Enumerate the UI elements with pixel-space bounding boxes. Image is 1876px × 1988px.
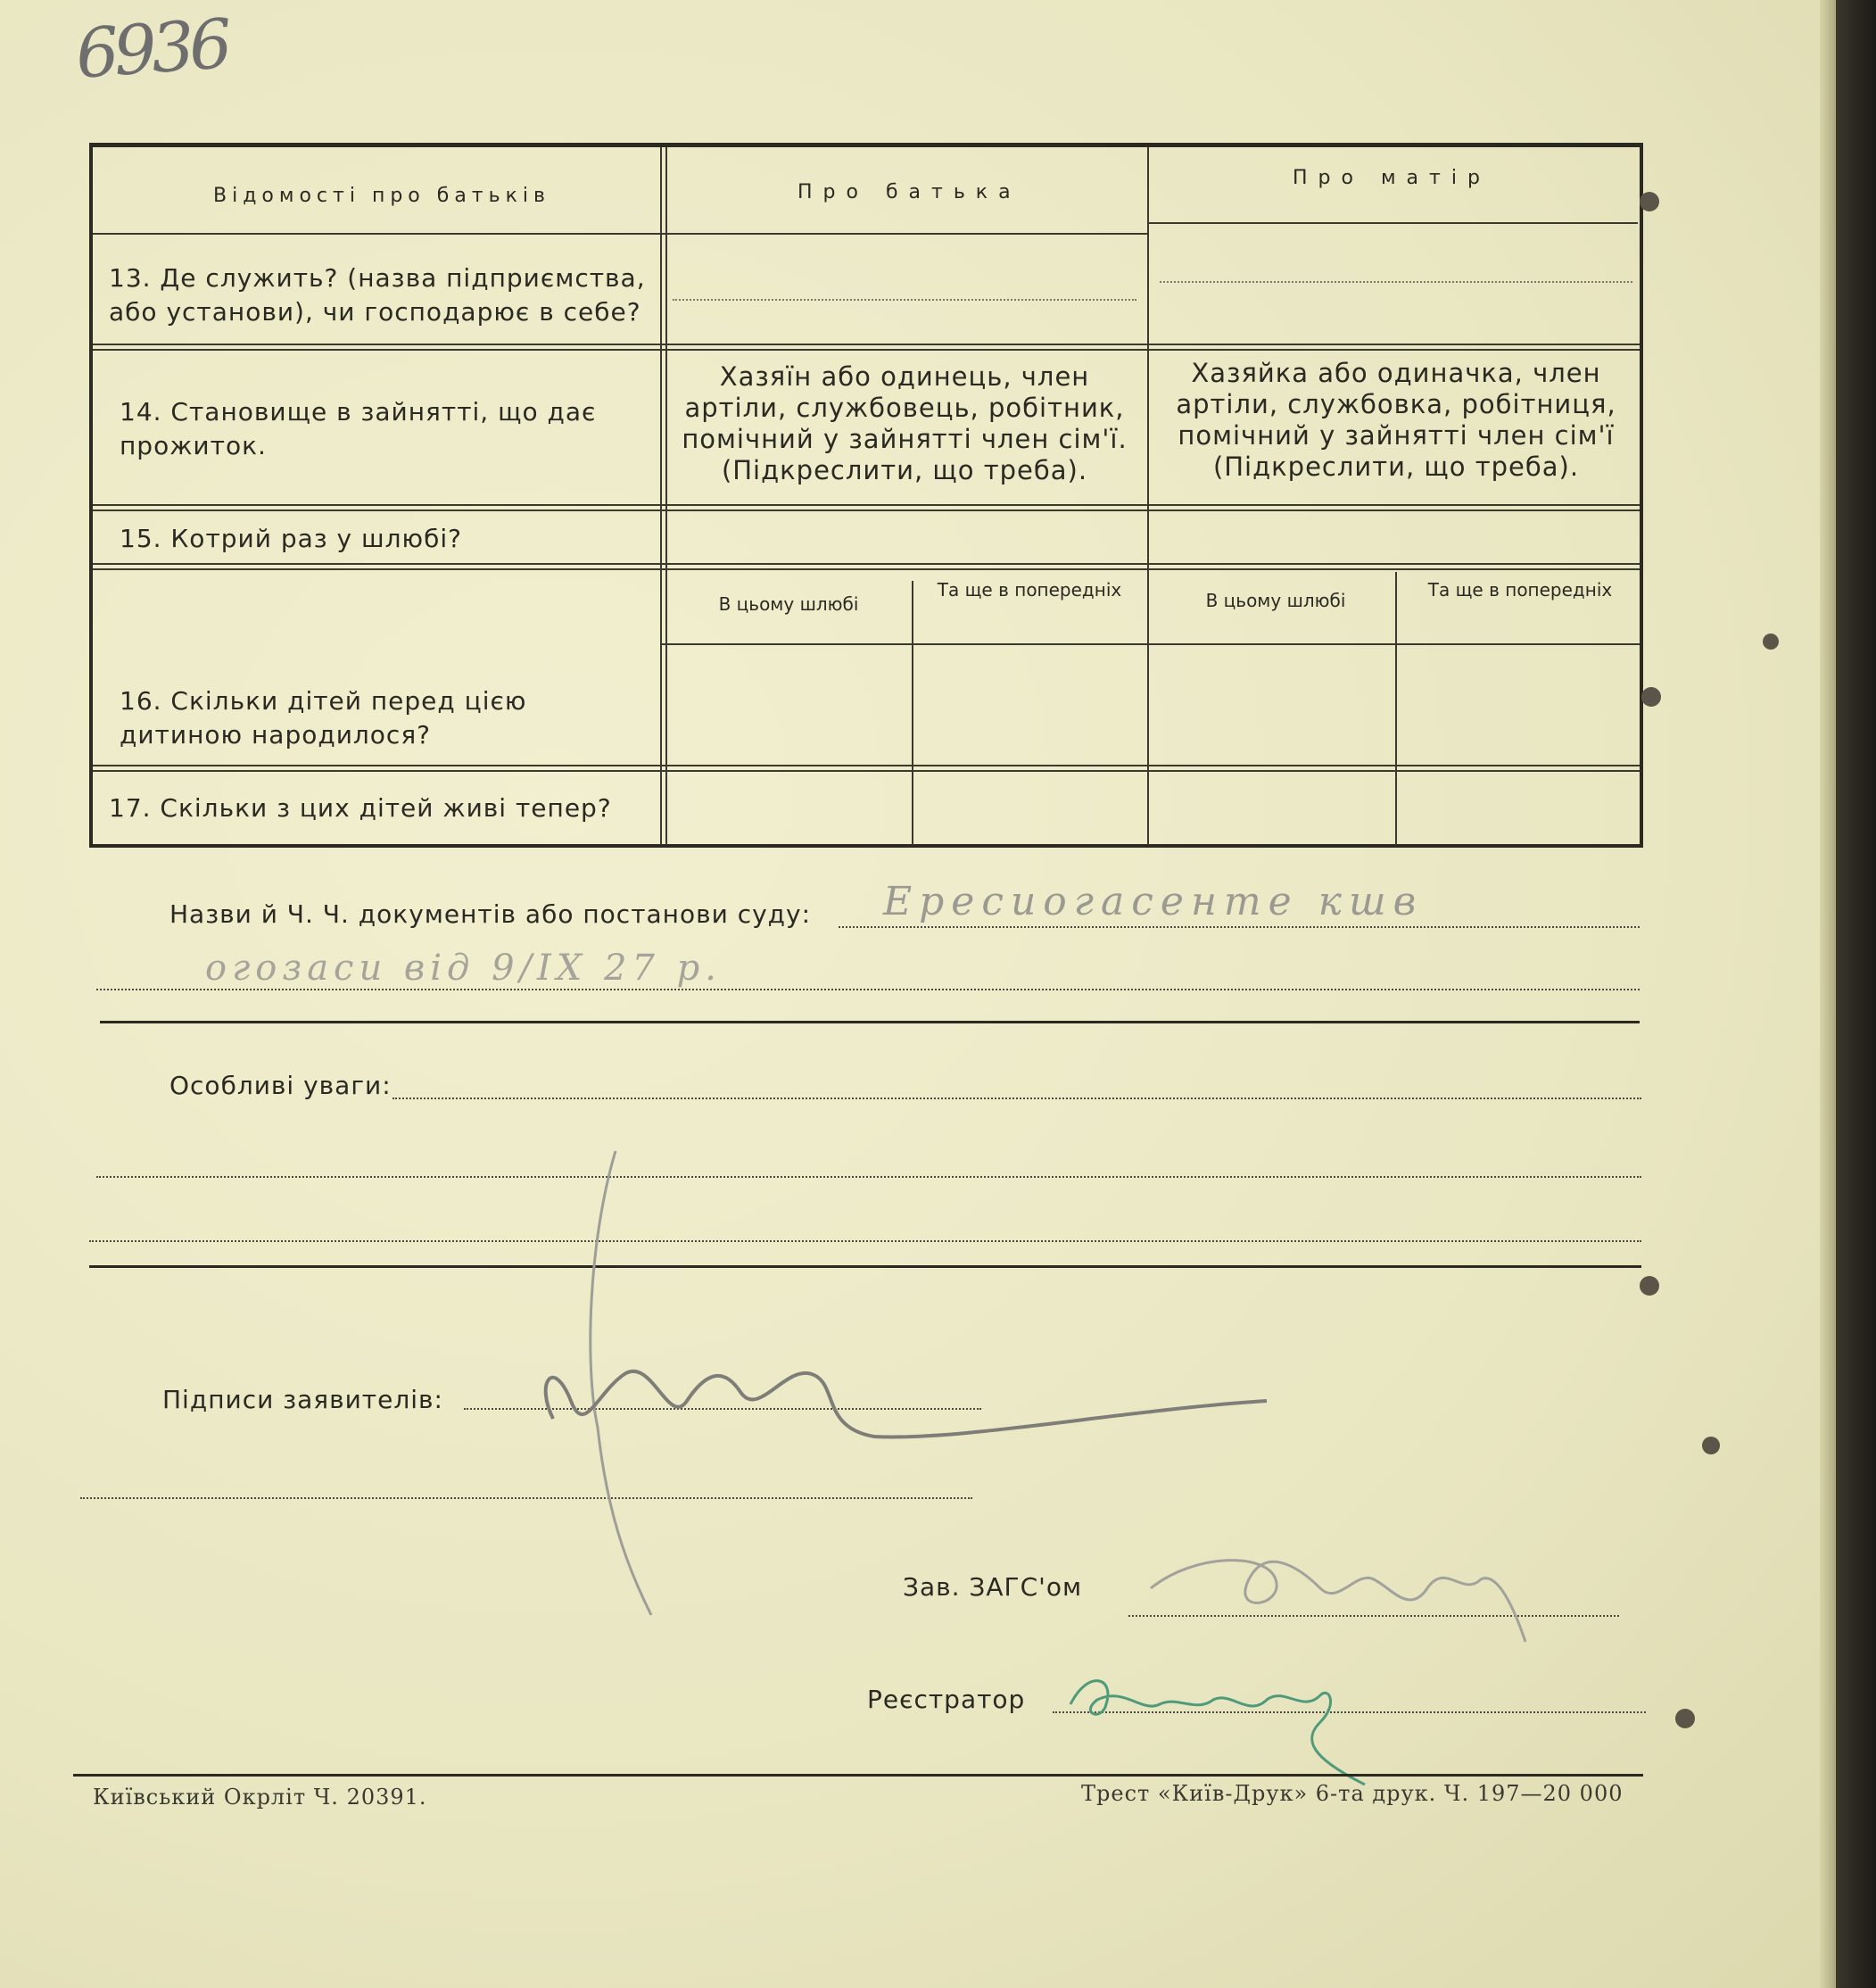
divider-mother-subhdr (1395, 572, 1397, 643)
q13-text: 13. Де служить? (назва підприємства, або установи), чи господарює в себе? (109, 263, 646, 327)
header-rule (93, 233, 1147, 235)
q13-mother-line (1160, 281, 1632, 283)
q14-mother-options: Хазяйка або одиначка, член артіли, службовка, робітниця, помічний у зайнятті член сім'ї (Підкреслити, що треба). (1176, 358, 1616, 482)
header-info: Відомості про батьків (213, 185, 550, 207)
documents-label: Назви й Ч. Ч. документів або постанови суду: (169, 899, 812, 929)
divider-mother-sub (1395, 643, 1397, 845)
q14-text: 14. Становище в зайнятті, що дає прожиток. (120, 397, 597, 460)
divider-father-subhdr (912, 581, 913, 643)
documents-separator (100, 1021, 1640, 1023)
divider-father-sub (912, 643, 913, 845)
row16-rule (93, 765, 1640, 772)
documents-line-2 (96, 989, 1640, 990)
q16-father-this: В цьому шлюбі (718, 593, 859, 615)
registrar-label: Реєстратор (867, 1685, 1026, 1714)
parents-info-table (89, 143, 1643, 848)
q16-mother-previous: Та ще в попередніх (1427, 579, 1613, 601)
row16-subhdr-rule (660, 643, 1640, 645)
q16-father-previous: Та ще в попередніх (937, 579, 1122, 601)
binding-hole (1640, 192, 1659, 211)
binding-hole (1763, 634, 1779, 650)
archive-number: 6936 (73, 4, 230, 94)
head-signature (1142, 1517, 1543, 1660)
row13-rule (93, 344, 1640, 351)
header-mother: Про матір (1293, 167, 1491, 189)
binding-hole (1675, 1709, 1695, 1728)
footer-separator (73, 1774, 1643, 1777)
registrar-signature (1053, 1651, 1374, 1793)
remarks-line-1 (393, 1098, 1641, 1099)
binding-hole (1641, 687, 1661, 707)
documents-handwriting-2: огозаси від 9/IX 27 р. (205, 948, 722, 989)
remarks-label: Особливі уваги: (169, 1071, 392, 1100)
q16-text: 16. Скільки дітей перед цією дитиною народилося? (120, 686, 527, 750)
divider-col1 (660, 147, 667, 845)
binding-hole (1702, 1437, 1720, 1454)
q15-text: 15. Котрий раз у шлюбі? (120, 524, 463, 553)
footer-right: Трест «Київ-Друк» 6-та друк. Ч. 197—20 000 (1081, 1781, 1624, 1806)
applicants-label: Підписи заявителів: (162, 1385, 443, 1414)
documents-handwriting-1: Ересиогасенте кшв (883, 879, 1424, 924)
footer-left: Київський Окрліт Ч. 20391. (93, 1785, 427, 1810)
header-father: Про батька (798, 181, 1021, 203)
q14-father-options: Хазяїн або одинець, член артіли, службовець, робітник, помічний у зайнятті член сім'ї. (Підкреслити, що треба). (682, 361, 1128, 485)
header-rule-mother (1147, 222, 1638, 224)
q17-text: 17. Скільки з цих дітей живі тепер? (109, 793, 612, 823)
background-strip (1836, 0, 1876, 1988)
head-label: Зав. ЗАГС'ом (903, 1572, 1083, 1602)
page-edge (1820, 0, 1838, 1988)
q13-father-line (673, 299, 1136, 301)
row15-rule (93, 563, 1640, 570)
documents-line-1 (839, 926, 1640, 928)
divider-col2 (1147, 147, 1149, 845)
binding-hole (1640, 1276, 1659, 1296)
row14-rule (93, 504, 1640, 511)
q16-mother-this: В цьому шлюбі (1205, 590, 1346, 611)
